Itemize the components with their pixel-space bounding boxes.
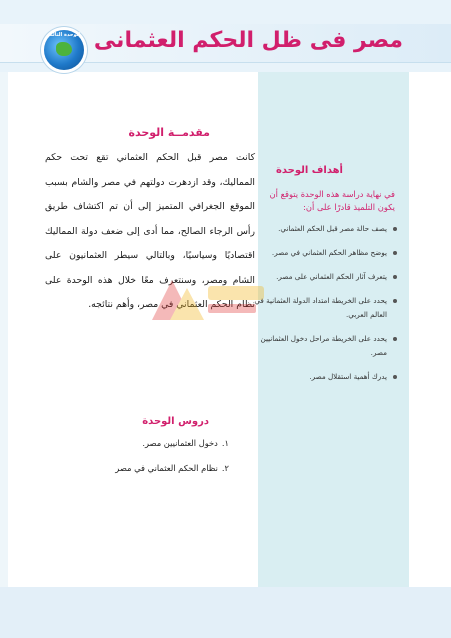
- globe-land: [56, 42, 72, 56]
- goal-item: يصف حالة مصر قبل الحكم العثماني.: [251, 222, 387, 236]
- goal-item: يدرك أهمية استقلال مصر.: [251, 370, 387, 384]
- intro-paragraph: كانت مصر قبل الحكم العثماني تقع تحت حكم المماليك، وقد ازدهرت دولتهم في مصر والشام بسبب الموقع الجغرافي المتميز إلى أن تم اكتشاف طريق رأس الرجاء الصالح، مما أدى إلى ضعف دولة المماليك اقتصاديًا وسياسيًا، وبالتالي سيطر العثمانيون على الشام ومصر، وسنتعرف معًا خلال هذه الوحدة على نظام الحكم العثماني في مصر، وأهم نتائجه.: [45, 152, 255, 310]
- page-title: مصر فى ظل الحكم العثمانى: [93, 28, 403, 53]
- lesson-number: ١.: [221, 438, 229, 448]
- goal-item: يتعرف آثار الحكم العثماني على مصر.: [251, 270, 387, 284]
- goal-item: يوضح مظاهر الحكم العثماني في مصر.: [251, 246, 387, 260]
- goals-title: أهداف الوحدة: [275, 165, 343, 176]
- lessons-list: [109, 436, 229, 486]
- unit-badge: الوحدة الثالثة: [47, 32, 81, 38]
- goals-intro: في نهاية دراسة هذه الوحدة يتوقع أن يكون التلميذ قادرًا على أن:: [269, 189, 395, 212]
- header: [0, 0, 451, 72]
- lessons-title: دروس الوحدة: [142, 416, 209, 427]
- lesson-item[interactable]: [109, 436, 229, 450]
- intro-title: مقدمــة الوحدة: [128, 126, 210, 139]
- lesson-label: نظام الحكم العثماني في مصر: [115, 463, 218, 473]
- goal-item: يحدد على الخريطة امتداد الدولة العثمانية في العالم العربي.: [251, 294, 387, 322]
- lesson-label: دخول العثمانيين مصر.: [142, 438, 218, 448]
- footer-band: [0, 587, 451, 638]
- goal-item: يحدد على الخريطة مراحل دخول العثمانيين مصر.: [251, 332, 387, 360]
- lesson-item[interactable]: [109, 461, 229, 475]
- goals-list: [251, 222, 387, 394]
- left-margin-strip: [0, 72, 8, 587]
- lesson-number: ٢.: [221, 463, 229, 473]
